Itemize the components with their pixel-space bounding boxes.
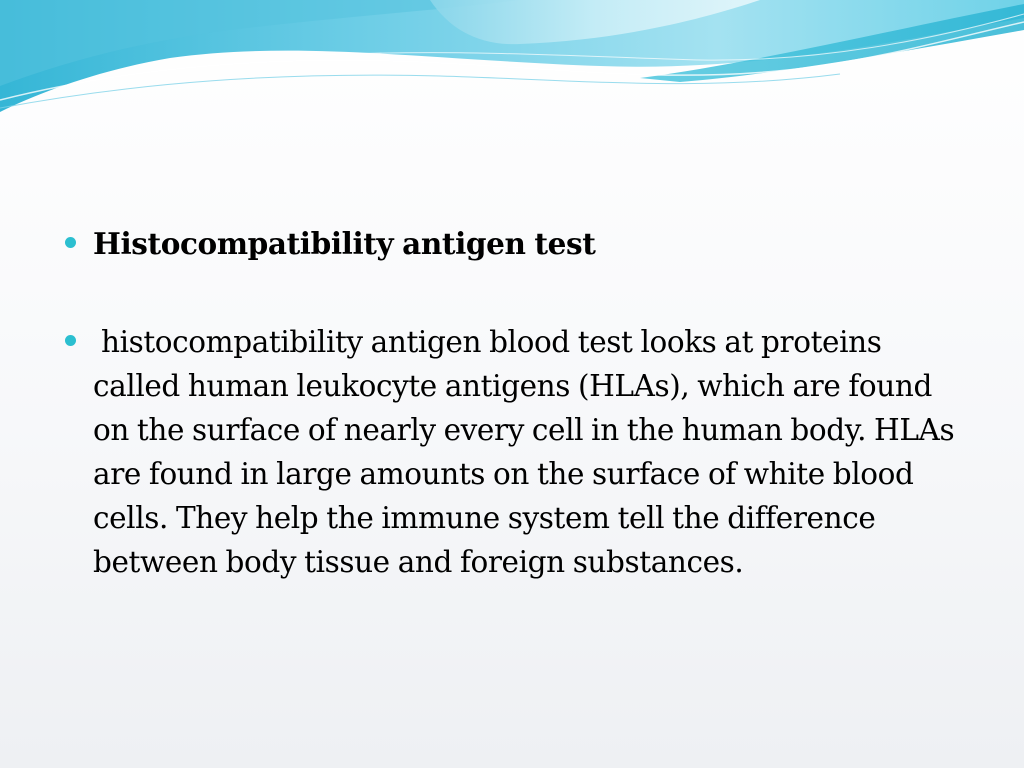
bullet-dot-icon <box>65 237 76 248</box>
bullet-heading-text: Histocompatibility antigen test <box>93 226 596 261</box>
header-wave-decoration <box>0 0 1024 125</box>
bullet-dot-icon <box>65 335 76 346</box>
bullet-body-text: histocompatibility antigen blood test looks at proteins called human leukocyte antigens (HLAs), which are found on the surface of nearly every cell in the human body. HLAs are found in large amounts on the surface of white blood cells. They help the immune system tell the difference between body tissue and foreign substances. <box>93 325 963 579</box>
bullet-item-title <box>62 222 972 266</box>
bullet-item-description <box>62 320 972 584</box>
slide-content <box>62 222 972 584</box>
